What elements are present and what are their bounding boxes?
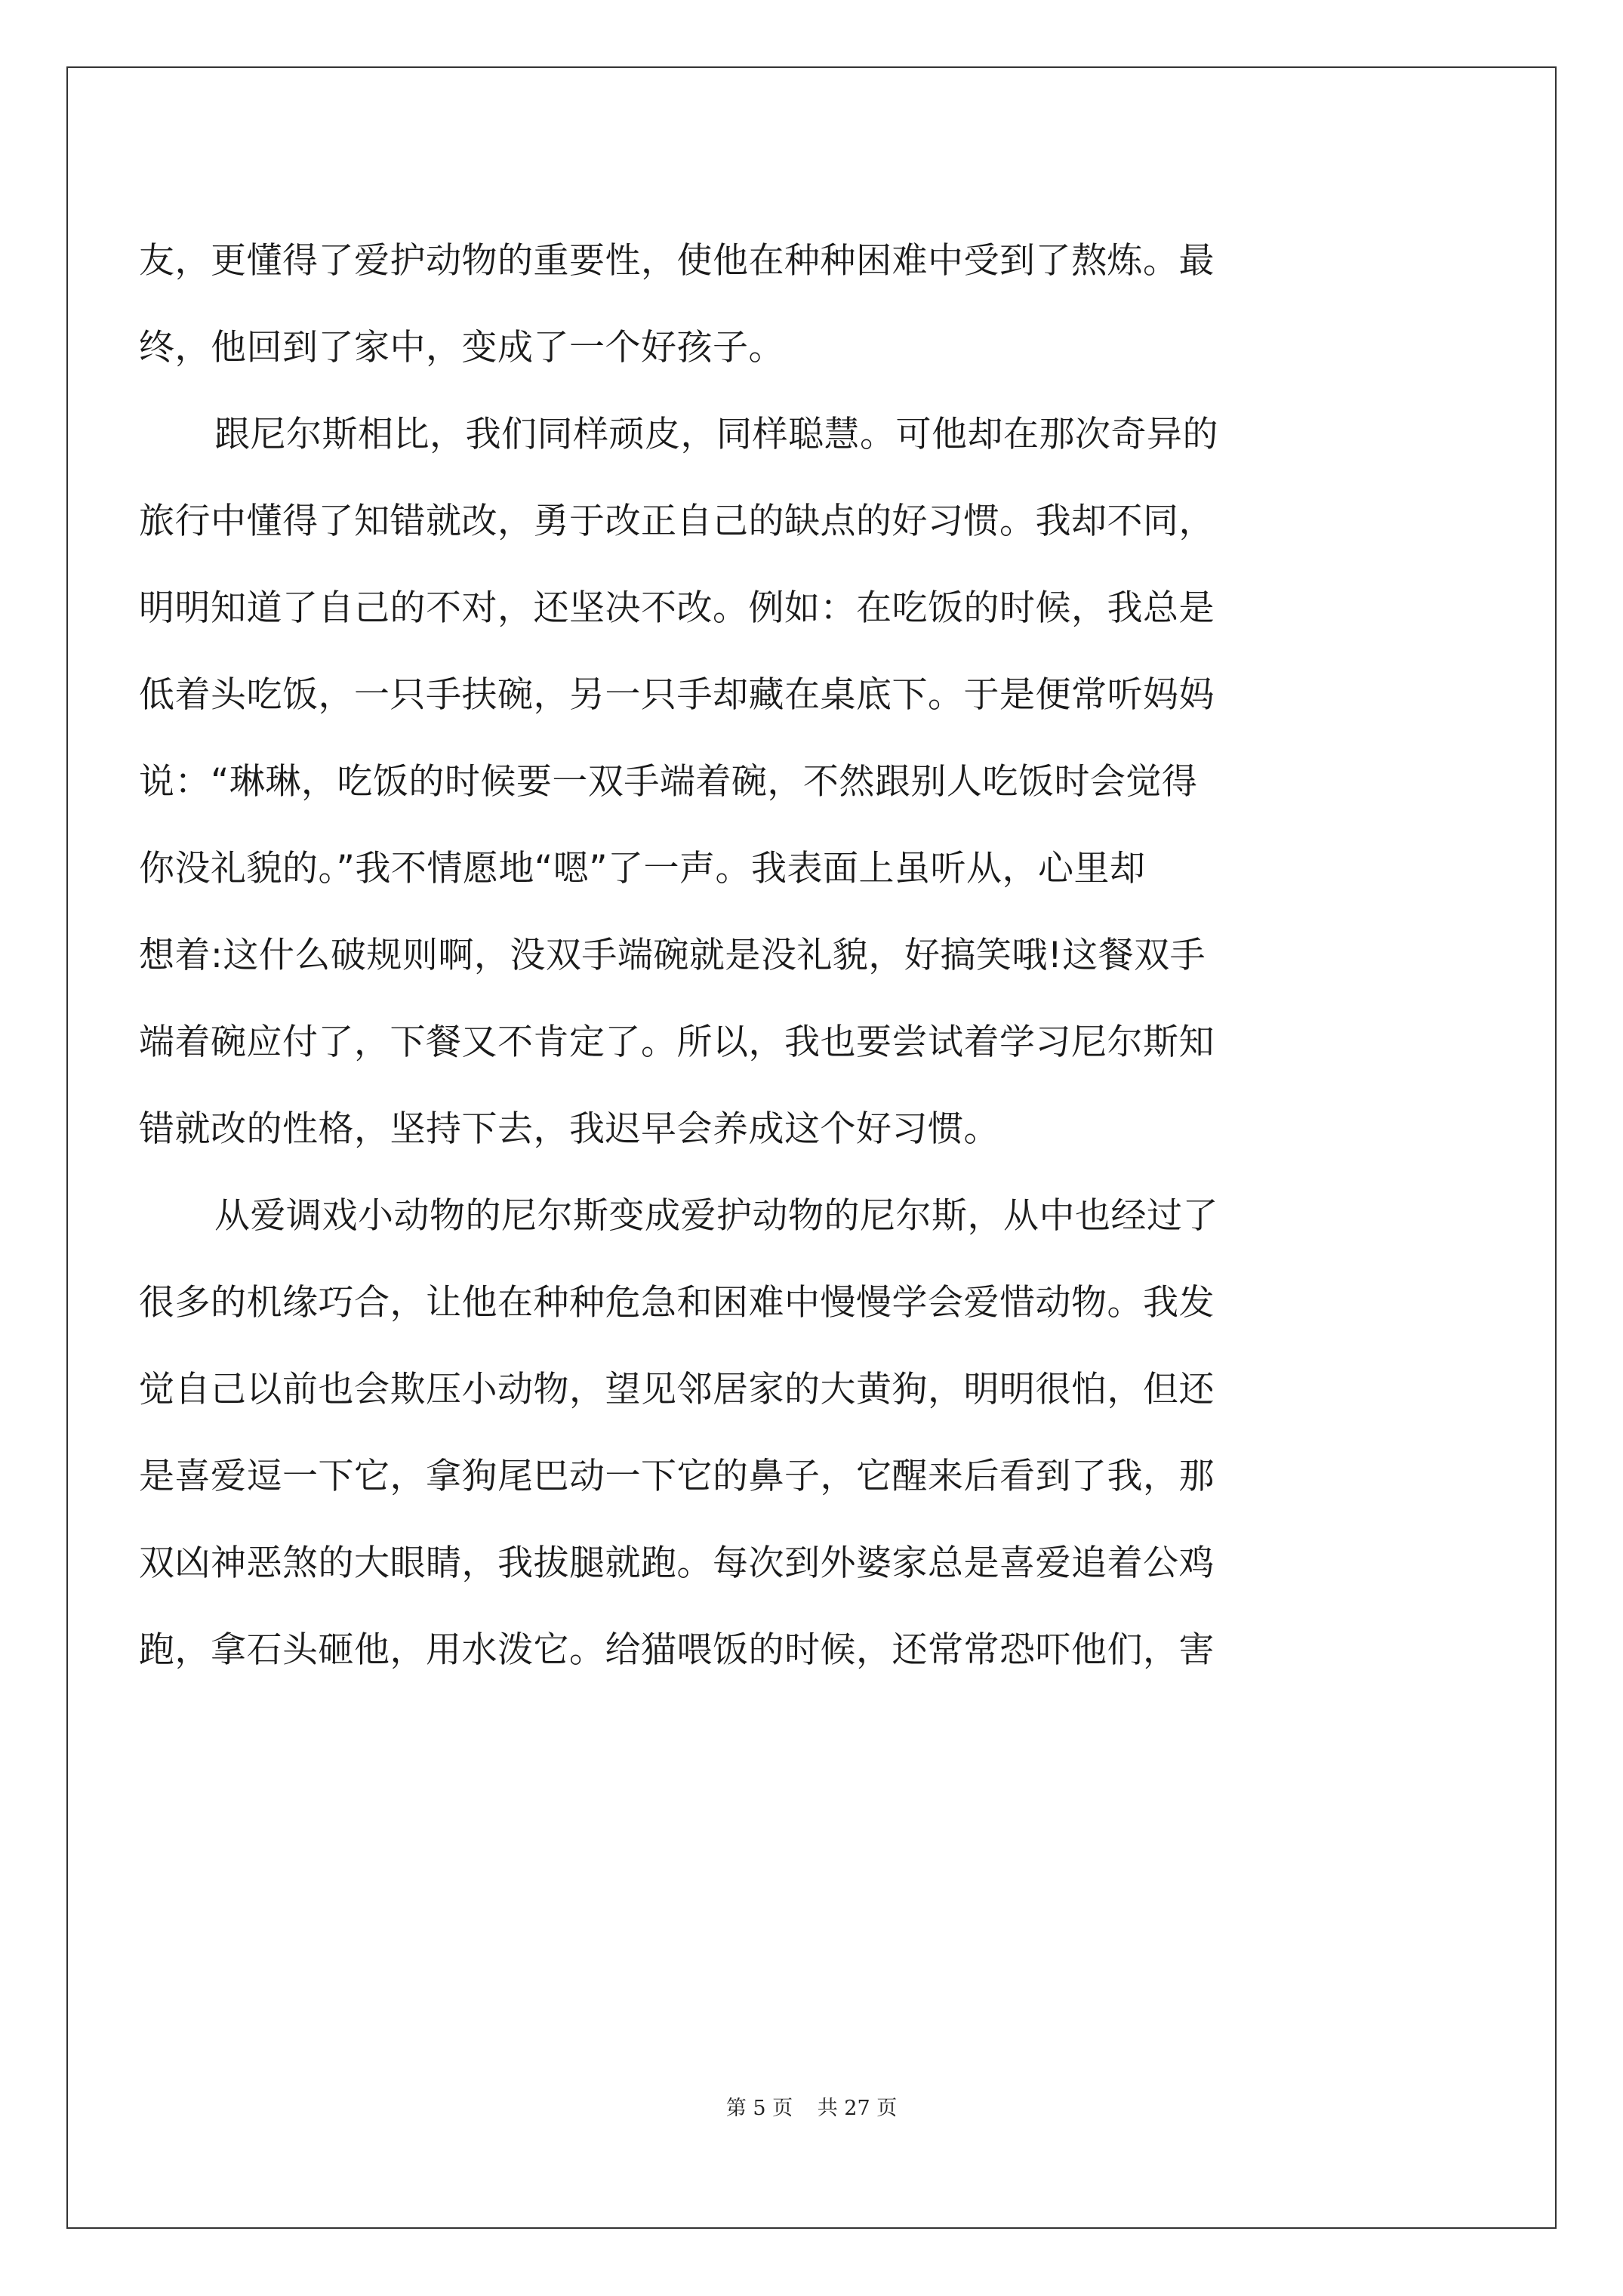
- text-line: 说：“琳琳，吃饭的时候要一双手端着碗，不然跟别人吃饭时会觉得: [139, 761, 1198, 803]
- text-line: 错就改的性格，坚持下去，我迟早会养成这个好习惯。: [139, 1108, 999, 1150]
- text-line: 双凶神恶煞的大眼睛，我拔腿就跑。每次到外婆家总是喜爱追着公鸡: [139, 1542, 1215, 1584]
- text-line: 你没礼貌的。”我不情愿地“嗯”了一声。我表面上虽听从，心里却: [139, 848, 1146, 889]
- text-line: 终，他回到了家中，变成了一个好孩子。: [139, 327, 784, 368]
- paragraph-start-line: 跟尼尔斯相比，我们同样顽皮，同样聪慧。可他却在那次奇异的: [214, 414, 1218, 455]
- document-body: [139, 217, 1484, 1693]
- text-line: 旅行中懂得了知错就改，勇于改正自己的缺点的好习惯。我却不同，: [139, 501, 1215, 542]
- page-total: 共 27 页: [817, 2097, 898, 2120]
- text-line: 很多的机缘巧合，让他在种种危急和困难中慢慢学会爱惜动物。我发: [139, 1282, 1215, 1324]
- text-line: 想着:这什么破规则啊，没双手端碗就是没礼貌，好搞笑哦!这餐双手: [139, 935, 1206, 976]
- text-line: 端着碗应付了，下餐又不肯定了。所以，我也要尝试着学习尼尔斯知: [139, 1022, 1215, 1063]
- paragraph-start-line: 从爱调戏小动物的尼尔斯变成爱护动物的尼尔斯，从中也经过了: [214, 1195, 1218, 1237]
- text-line: 低着头吃饭，一只手扶碗，另一只手却藏在桌底下。于是便常听妈妈: [139, 674, 1215, 716]
- text-line: 友，更懂得了爱护动物的重要性，使他在种种困难中受到了熬炼。最: [139, 240, 1215, 282]
- text-line: 明明知道了自己的不对，还坚决不改。例如：在吃饭的时候，我总是: [139, 587, 1215, 629]
- page-number: 第 5 页: [725, 2097, 793, 2120]
- text-line: 跑，拿石头砸他，用水泼它。给猫喂饭的时候，还常常恐吓他们，害: [139, 1629, 1215, 1671]
- text-line: 觉自己以前也会欺压小动物，望见邻居家的大黄狗，明明很怕，但还: [139, 1369, 1215, 1410]
- text-line: 是喜爱逗一下它，拿狗尾巴动一下它的鼻子，它醒来后看到了我，那: [139, 1456, 1215, 1497]
- page-footer: [0, 2091, 1623, 2121]
